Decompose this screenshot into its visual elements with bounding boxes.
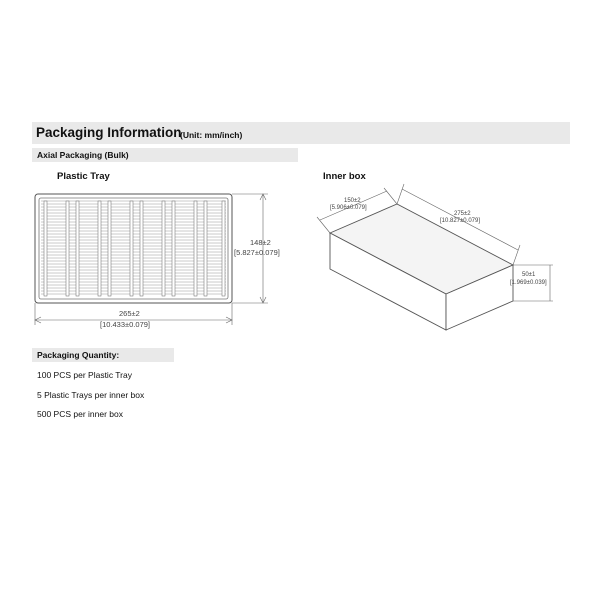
tray-width-inch: [10.433±0.079] [100,320,150,329]
page-title: Packaging Information [36,125,182,140]
quantity-title: Packaging Quantity: [37,350,120,360]
tray-divider [222,201,225,296]
tray-divider [108,201,111,296]
quantity-line: 100 PCS per Plastic Tray [37,370,132,380]
tray-partitions [41,201,226,296]
section-title: Axial Packaging (Bulk) [37,150,129,160]
box-length-mm: 275±2 [454,211,471,217]
box-depth-inch: [5.906±0.079] [330,205,367,211]
tray-label: Plastic Tray [57,171,110,182]
tray-height-mm: 148±2 [250,238,271,247]
tray-divider [172,201,175,296]
tray-divider [162,201,165,296]
box-depth-mm: 150±2 [344,198,361,204]
tray-width-mm: 265±2 [119,309,140,318]
tray-divider [204,201,207,296]
quantity-line: 5 Plastic Trays per inner box [37,390,145,400]
box-height-mm: 50±1 [522,272,536,278]
tray-divider [44,201,47,296]
tray-divider [76,201,79,296]
tray-divider [140,201,143,296]
tray-height-inch: [5.827±0.079] [234,248,280,257]
quantity-line: 500 PCS per inner box [37,409,123,419]
tray-divider [98,201,101,296]
box-length-inch: [10.827±0.079] [440,218,480,224]
tray-divider [130,201,133,296]
tray-divider [66,201,69,296]
inner-box-drawing [330,204,513,330]
box-height-inch: [1.969±0.039] [510,280,547,286]
unit-label: (Unit: mm/inch) [180,130,243,140]
tray-divider [194,201,197,296]
inner-box-label: Inner box [323,171,366,182]
plastic-tray-drawing [35,194,232,303]
